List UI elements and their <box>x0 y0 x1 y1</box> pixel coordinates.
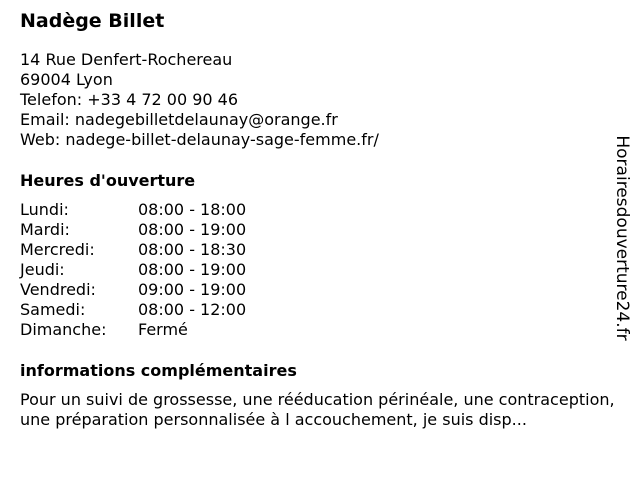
hours-day: Vendredi: <box>20 280 96 299</box>
site-watermark: Horairesdouverture24.fr <box>612 135 632 341</box>
hours-day: Lundi: <box>20 200 69 219</box>
hours-day: Dimanche: <box>20 320 107 339</box>
hours-day: Jeudi: <box>20 260 65 279</box>
business-name: Nadège Billet <box>20 10 165 32</box>
hours-row-tuesday <box>20 220 616 240</box>
additional-info-text: Pour un suivi de grossesse, une rééducation périnéale, une contraception, une préparation personnalisée à l accouchement, je suis disp... <box>20 390 615 429</box>
web-line: Web: nadege-billet-delaunay-sage-femme.fr/ <box>20 130 379 149</box>
hours-time: 08:00 - 12:00 <box>138 300 247 319</box>
hours-row-thursday <box>20 260 616 280</box>
hours-day: Samedi: <box>20 300 86 319</box>
hours-row-wednesday <box>20 240 616 260</box>
additional-info-heading: informations complémentaires <box>20 361 297 380</box>
hours-time: 08:00 - 18:00 <box>138 200 247 219</box>
hours-row-sunday <box>20 320 616 340</box>
hours-row-friday <box>20 280 616 300</box>
contact-block <box>20 50 616 150</box>
business-card <box>20 8 616 430</box>
hours-day: Mardi: <box>20 220 70 239</box>
hours-row-saturday <box>20 300 616 320</box>
email-line: Email: nadegebilletdelaunay@orange.fr <box>20 110 338 129</box>
opening-hours-table <box>20 200 616 340</box>
opening-hours-heading: Heures d'ouverture <box>20 171 196 190</box>
hours-day: Mercredi: <box>20 240 95 259</box>
hours-time: 08:00 - 19:00 <box>138 260 247 279</box>
hours-row-monday <box>20 200 616 220</box>
phone-line: Telefon: +33 4 72 00 90 46 <box>20 90 239 109</box>
address-city: 69004 Lyon <box>20 70 113 89</box>
hours-time: 08:00 - 19:00 <box>138 220 247 239</box>
hours-time: 09:00 - 19:00 <box>138 280 247 299</box>
hours-time: 08:00 - 18:30 <box>138 240 247 259</box>
hours-time: Fermé <box>138 320 188 339</box>
address-street: 14 Rue Denfert-Rochereau <box>20 50 233 69</box>
